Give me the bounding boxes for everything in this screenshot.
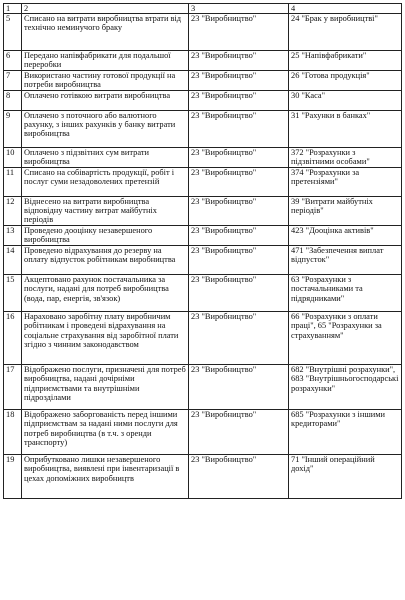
table-row [4,274,402,311]
credit-account-cell: 24 "Брак у виробництві" [289,13,402,50]
table-row [4,196,402,225]
table-row [4,90,402,110]
table-header-row [4,4,402,14]
table-row [4,364,402,409]
debit-account-cell: 23 "Виробництво" [189,245,289,274]
operation-description-cell: Відображено заборгованість перед іншими підприємствам за надані ними послуги для потреб виробництва (в т.ч. з оренди транспорту) [22,409,189,454]
debit-account-cell: 23 "Виробництво" [189,196,289,225]
debit-account-cell: 23 "Виробництво" [189,167,289,196]
debit-account-cell: 23 "Виробництво" [189,274,289,311]
operation-description-cell: Списано на собівартість продукції, робіт і послуг суми незадоволених претензій [22,167,189,196]
table-row [4,245,402,274]
credit-account-cell: 685 "Розрахунки з іншими кредиторами" [289,409,402,454]
table-row [4,311,402,364]
table-row [4,454,402,498]
header-cell-debit: 3 [189,4,289,14]
row-number-cell: 17 [4,364,22,409]
header-cell-description: 2 [22,4,189,14]
credit-account-cell: 31 "Рахунки в банках" [289,110,402,147]
operation-description-cell: Використано частину готової продукції на потреби виробництва [22,70,189,90]
debit-account-cell: 23 "Виробництво" [189,409,289,454]
journal-entries-table [3,3,402,499]
operation-description-cell: Оплачено готівкою витрати виробництва [22,90,189,110]
operation-description-cell: Оприбутковано лишки незавершеного виробництва, виявлені при інвентаризації в цехах допоміжних виробництв [22,454,189,498]
row-number-cell: 9 [4,110,22,147]
row-number-cell: 6 [4,50,22,70]
operation-description-cell: Нараховано заробітну плату виробничим робітникам і проведені відрахування на соціальне страхування від заробітної плати згідно з чинним законодавством [22,311,189,364]
document-page [3,3,401,499]
credit-account-cell: 423 "Дооцінка активів" [289,225,402,245]
debit-account-cell: 23 "Виробництво" [189,364,289,409]
table-row [4,409,402,454]
operation-description-cell: Передано напівфабрикати для подальшої переробки [22,50,189,70]
credit-account-cell: 71 "Інший операційний дохід" [289,454,402,498]
debit-account-cell: 23 "Виробництво" [189,311,289,364]
debit-account-cell: 23 "Виробництво" [189,50,289,70]
debit-account-cell: 23 "Виробництво" [189,90,289,110]
row-number-cell: 10 [4,147,22,167]
credit-account-cell: 66 "Розрахунки з оплати праці", 65 "Розрахунки за страхуванням" [289,311,402,364]
debit-account-cell: 23 "Виробництво" [189,70,289,90]
operation-description-cell: Віднесено на витрати виробництва відповідну частину витрат майбутніх періодів [22,196,189,225]
credit-account-cell: 471 "Забезпечення виплат відпусток" [289,245,402,274]
table-row [4,147,402,167]
row-number-cell: 7 [4,70,22,90]
credit-account-cell: 39 "Витрати майбутніх періодів" [289,196,402,225]
credit-account-cell: 372 "Розрахунки з підзвітними особами" [289,147,402,167]
operation-description-cell: Списано на витрати виробництва втрати від технічно неминучого браку [22,13,189,50]
table-row [4,70,402,90]
table-row [4,167,402,196]
credit-account-cell: 25 "Напівфабрикати" [289,50,402,70]
operation-description-cell: Оплачено з поточного або валютного рахунку, з інших рахунків у банку витрати виробництва [22,110,189,147]
row-number-cell: 16 [4,311,22,364]
table-row [4,225,402,245]
header-cell-number: 1 [4,4,22,14]
table-row [4,110,402,147]
operation-description-cell: Відображено послуги, призначені для потреб виробництва, надані дочірніми підприємствами та внутрішніми підрозділами [22,364,189,409]
row-number-cell: 13 [4,225,22,245]
credit-account-cell: 374 "Розрахунки за претензіями" [289,167,402,196]
row-number-cell: 11 [4,167,22,196]
credit-account-cell: 682 "Внутрішні розрахунки", 683 "Внутрішньогосподарські розрахунки" [289,364,402,409]
row-number-cell: 14 [4,245,22,274]
debit-account-cell: 23 "Виробництво" [189,225,289,245]
operation-description-cell: Проведено дооцінку незавершеного виробництва [22,225,189,245]
credit-account-cell: 26 "Готова продукція" [289,70,402,90]
debit-account-cell: 23 "Виробництво" [189,110,289,147]
row-number-cell: 18 [4,409,22,454]
operation-description-cell: Акцептовано рахунок постачальника за послуги, надані для потреб виробництва (вода, пар, енергія, зв'язок) [22,274,189,311]
credit-account-cell: 30 "Каса" [289,90,402,110]
row-number-cell: 12 [4,196,22,225]
row-number-cell: 15 [4,274,22,311]
header-cell-credit: 4 [289,4,402,14]
row-number-cell: 8 [4,90,22,110]
credit-account-cell: 63 "Розрахунки з постачальниками та підрядниками" [289,274,402,311]
debit-account-cell: 23 "Виробництво" [189,454,289,498]
table-row [4,50,402,70]
operation-description-cell: Проведено відрахування до резерву на оплату відпусток робітникам виробництва [22,245,189,274]
debit-account-cell: 23 "Виробництво" [189,13,289,50]
operation-description-cell: Оплачено з підзвітних сум витрати виробництва [22,147,189,167]
debit-account-cell: 23 "Виробництво" [189,147,289,167]
row-number-cell: 19 [4,454,22,498]
table-row [4,13,402,50]
row-number-cell: 5 [4,13,22,50]
